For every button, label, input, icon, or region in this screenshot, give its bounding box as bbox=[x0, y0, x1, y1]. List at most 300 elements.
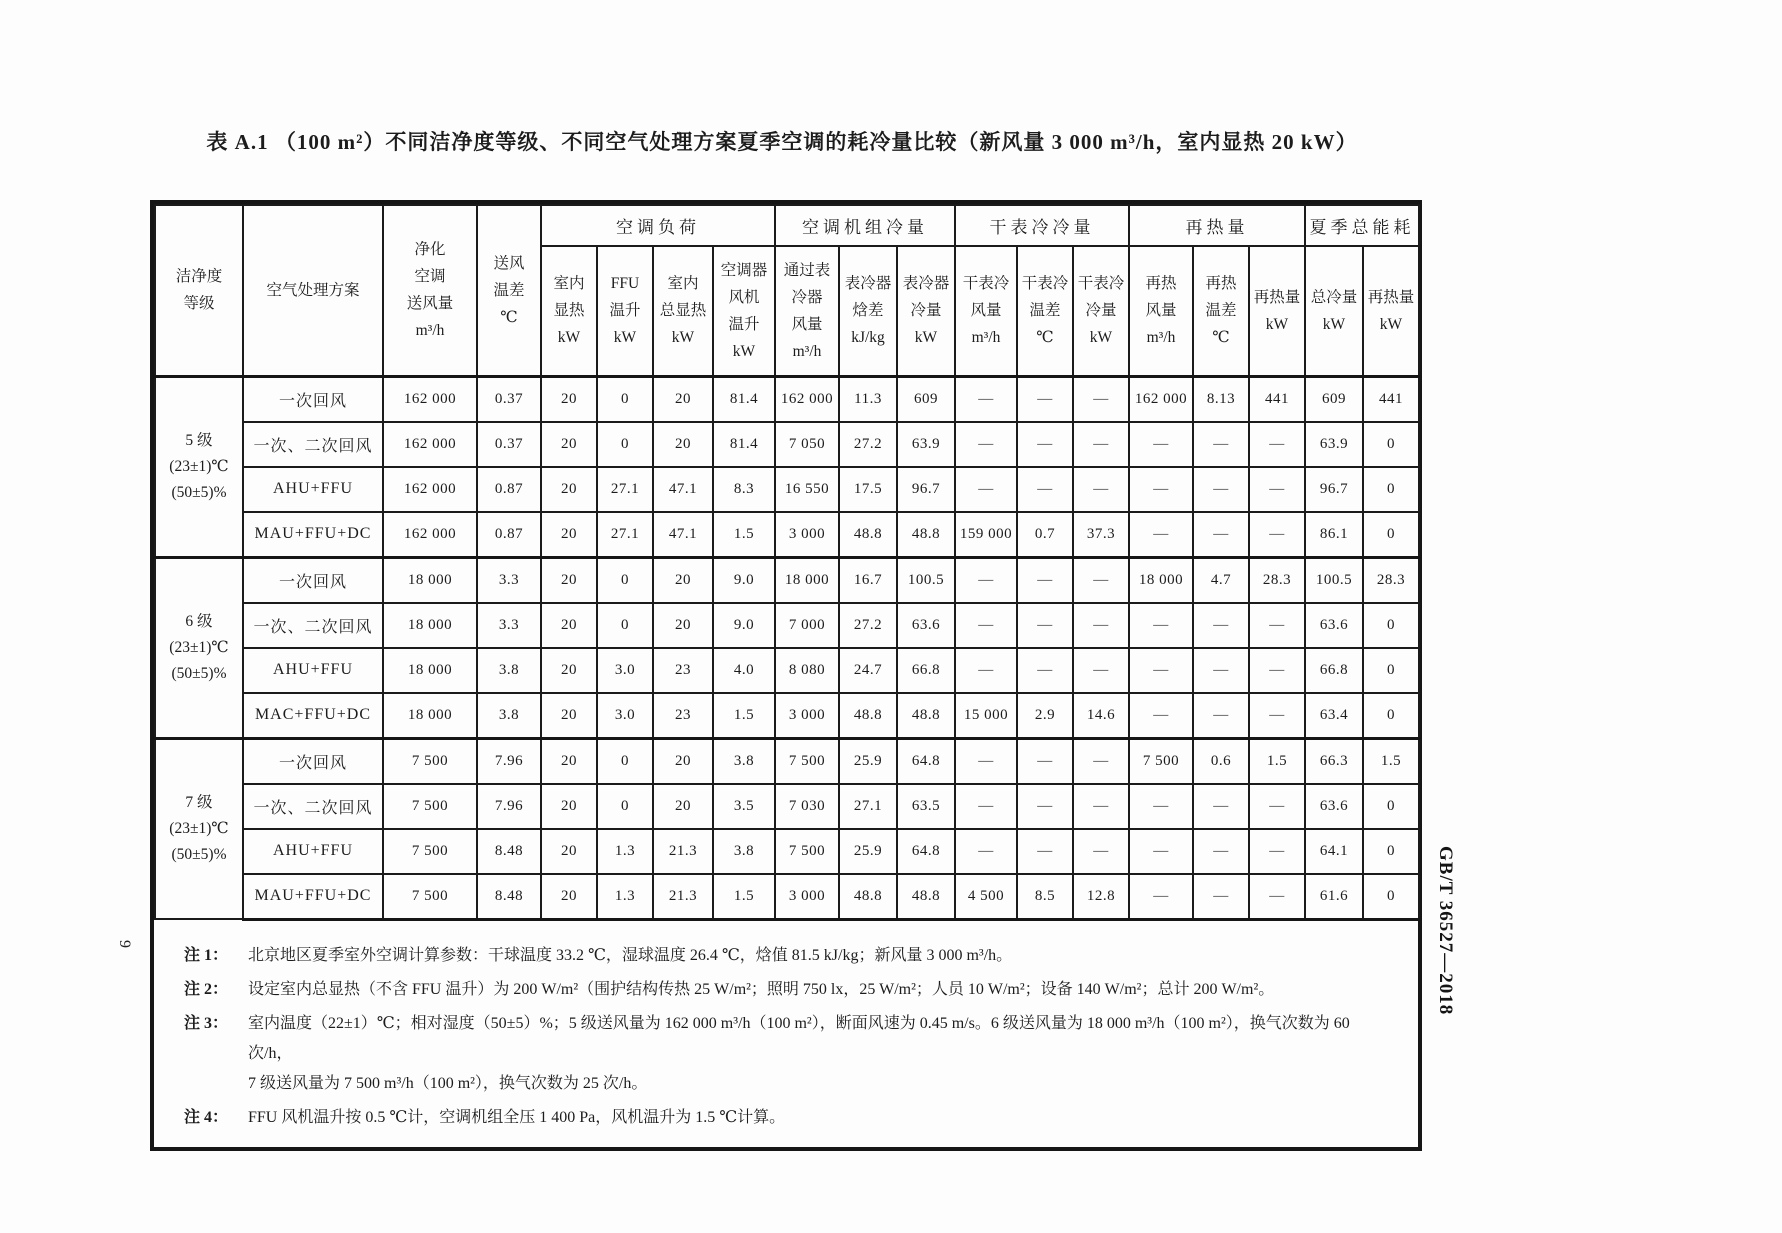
value-cell: 66.8 bbox=[897, 648, 955, 693]
value-cell: 28.3 bbox=[1249, 557, 1305, 603]
header-cell bbox=[243, 205, 383, 376]
value-cell: 12.8 bbox=[1073, 874, 1129, 920]
value-cell: 24.7 bbox=[839, 648, 897, 693]
value-cell: 81.4 bbox=[713, 376, 775, 422]
subheader-cell bbox=[713, 246, 775, 376]
header-line: 风量 bbox=[791, 315, 823, 333]
note-text bbox=[248, 941, 1012, 971]
subheader-cell bbox=[1193, 246, 1249, 376]
header-line: 等级 bbox=[183, 295, 215, 313]
note-line: FFU 风机温升按 0.5 ℃计，空调机组全压 1 400 Pa，风机温升为 1.5 ℃计算。 bbox=[248, 1108, 786, 1126]
header-line: ℃ bbox=[500, 308, 518, 326]
value-cell: — bbox=[1017, 422, 1073, 467]
table-row bbox=[155, 557, 1419, 603]
value-cell: 20 bbox=[541, 874, 597, 920]
note-item bbox=[184, 1009, 1392, 1099]
header-line: kW bbox=[1089, 329, 1113, 347]
value-cell: 7.96 bbox=[477, 784, 541, 829]
value-cell: 3.5 bbox=[713, 784, 775, 829]
value-cell: 3 000 bbox=[775, 693, 839, 739]
comparison-table bbox=[154, 204, 1420, 921]
group-header-cell: 干表冷冷量 bbox=[955, 205, 1129, 246]
header-line: kJ/kg bbox=[851, 329, 885, 347]
value-cell: 441 bbox=[1249, 376, 1305, 422]
value-cell: 4.0 bbox=[713, 648, 775, 693]
group-header-cell: 再热量 bbox=[1129, 205, 1305, 246]
value-cell: 20 bbox=[653, 738, 713, 784]
scheme-cell: 一次回风 bbox=[243, 557, 383, 603]
value-cell: 7 000 bbox=[775, 603, 839, 648]
value-cell: 25.9 bbox=[839, 738, 897, 784]
value-cell: — bbox=[1073, 738, 1129, 784]
header-line: 洁净度 bbox=[175, 268, 223, 286]
note-item bbox=[184, 941, 1392, 971]
header-line: 温升 bbox=[728, 315, 760, 333]
value-cell: 9.0 bbox=[713, 603, 775, 648]
value-cell: — bbox=[1129, 422, 1193, 467]
value-cell: 48.8 bbox=[897, 693, 955, 739]
value-cell: 8.5 bbox=[1017, 874, 1073, 920]
subheader-cell bbox=[1017, 246, 1073, 376]
value-cell: 0.87 bbox=[477, 512, 541, 558]
value-cell: — bbox=[1017, 648, 1073, 693]
header-line: kW bbox=[1322, 315, 1346, 333]
value-cell: — bbox=[1017, 603, 1073, 648]
note-label: 注 3： bbox=[184, 1014, 229, 1032]
value-cell: 0 bbox=[1363, 512, 1419, 558]
value-cell: 96.7 bbox=[897, 467, 955, 512]
value-cell: — bbox=[955, 467, 1017, 512]
value-cell: 162 000 bbox=[383, 422, 477, 467]
header-line: kW bbox=[671, 329, 695, 347]
note-line: 室内温度（22±1）℃；相对湿度（50±5）%；5 级送风量为 162 000 m³/h（100 m²），断面风速为 0.45 m/s。6 级送风量为 18 000 m³/h（100 m²），换气次数为 60 次/h， bbox=[248, 1014, 1350, 1062]
value-cell: — bbox=[1073, 603, 1129, 648]
value-cell: — bbox=[1193, 874, 1249, 920]
value-cell: 23 bbox=[653, 693, 713, 739]
value-cell: — bbox=[1129, 874, 1193, 920]
header-line: 空气处理方案 bbox=[266, 281, 360, 299]
level-cell bbox=[155, 557, 243, 738]
value-cell: 8.48 bbox=[477, 874, 541, 920]
value-cell: 7 500 bbox=[383, 829, 477, 874]
subheader-cell bbox=[653, 246, 713, 376]
value-cell: 1.5 bbox=[1363, 738, 1419, 784]
note-line: 7 级送风量为 7 500 m³/h（100 m²），换气次数为 25 次/h。 bbox=[248, 1074, 648, 1092]
header-line: 显热 bbox=[553, 302, 585, 320]
value-cell: — bbox=[1129, 603, 1193, 648]
value-cell: — bbox=[1249, 648, 1305, 693]
value-cell: 162 000 bbox=[383, 467, 477, 512]
note-item bbox=[184, 1103, 1392, 1133]
value-cell: — bbox=[955, 784, 1017, 829]
scheme-cell: 一次回风 bbox=[243, 376, 383, 422]
value-cell: 159 000 bbox=[955, 512, 1017, 558]
header-line: (23±1)℃ bbox=[169, 819, 229, 837]
value-cell: 20 bbox=[541, 648, 597, 693]
table-row bbox=[155, 784, 1419, 829]
value-cell: — bbox=[1193, 512, 1249, 558]
note-text bbox=[248, 975, 1274, 1005]
scheme-cell: AHU+FFU bbox=[243, 829, 383, 874]
value-cell: 66.3 bbox=[1305, 738, 1363, 784]
header-line: kW bbox=[732, 342, 756, 360]
header-line: 干表冷 bbox=[1021, 275, 1069, 293]
level-cell bbox=[155, 738, 243, 919]
header-line: m³/h bbox=[792, 342, 822, 360]
value-cell: 27.1 bbox=[839, 784, 897, 829]
value-cell: 63.6 bbox=[1305, 603, 1363, 648]
value-cell: 48.8 bbox=[839, 512, 897, 558]
header-line: 室内 bbox=[667, 275, 699, 293]
value-cell: 63.6 bbox=[897, 603, 955, 648]
value-cell: 16.7 bbox=[839, 557, 897, 603]
value-cell: 20 bbox=[653, 784, 713, 829]
header-line: 干表冷 bbox=[962, 275, 1010, 293]
value-cell: 1.5 bbox=[1249, 738, 1305, 784]
header-line: 送风量 bbox=[406, 295, 454, 313]
value-cell: — bbox=[1193, 648, 1249, 693]
value-cell: 63.6 bbox=[1305, 784, 1363, 829]
header-line: 干表冷 bbox=[1077, 275, 1125, 293]
value-cell: 0.7 bbox=[1017, 512, 1073, 558]
value-cell: — bbox=[955, 557, 1017, 603]
value-cell: 100.5 bbox=[1305, 557, 1363, 603]
value-cell: 48.8 bbox=[897, 874, 955, 920]
header-line: (50±5)% bbox=[171, 845, 227, 863]
level-cell bbox=[155, 376, 243, 557]
value-cell: 3.8 bbox=[477, 648, 541, 693]
subheader-cell bbox=[897, 246, 955, 376]
value-cell: 0 bbox=[1363, 603, 1419, 648]
header-line: 风量 bbox=[1145, 302, 1177, 320]
value-cell: 0 bbox=[597, 422, 653, 467]
value-cell: 8.3 bbox=[713, 467, 775, 512]
header-line: (50±5)% bbox=[171, 483, 227, 501]
table-row bbox=[155, 874, 1419, 920]
value-cell: 48.8 bbox=[839, 693, 897, 739]
value-cell: 96.7 bbox=[1305, 467, 1363, 512]
value-cell: 3 000 bbox=[775, 874, 839, 920]
value-cell: 63.9 bbox=[1305, 422, 1363, 467]
value-cell: 0.6 bbox=[1193, 738, 1249, 784]
value-cell: — bbox=[1017, 738, 1073, 784]
value-cell: 11.3 bbox=[839, 376, 897, 422]
header-line: 表冷器 bbox=[844, 275, 892, 293]
value-cell: — bbox=[1073, 376, 1129, 422]
subheader-cell bbox=[1305, 246, 1363, 376]
table-row bbox=[155, 648, 1419, 693]
value-cell: — bbox=[1249, 603, 1305, 648]
table-row bbox=[155, 422, 1419, 467]
value-cell: 48.8 bbox=[897, 512, 955, 558]
value-cell: — bbox=[1193, 422, 1249, 467]
value-cell: — bbox=[1249, 784, 1305, 829]
value-cell: — bbox=[1193, 829, 1249, 874]
header-line: 净化 bbox=[414, 241, 446, 259]
header-group-row bbox=[155, 205, 1419, 246]
value-cell: 61.6 bbox=[1305, 874, 1363, 920]
header-cell bbox=[383, 205, 477, 376]
value-cell: 3.8 bbox=[713, 738, 775, 784]
value-cell: 63.4 bbox=[1305, 693, 1363, 739]
value-cell: 609 bbox=[1305, 376, 1363, 422]
scheme-cell: AHU+FFU bbox=[243, 648, 383, 693]
note-text bbox=[248, 1103, 785, 1133]
value-cell: 14.6 bbox=[1073, 693, 1129, 739]
value-cell: — bbox=[1249, 874, 1305, 920]
note-line: 设定室内总显热（不含 FFU 温升）为 200 W/m²（围护结构传热 25 W/m²；照明 750 lx，25 W/m²；人员 10 W/m²；设备 140 W/m²；总计 200 W/m²。 bbox=[248, 980, 1275, 998]
value-cell: — bbox=[955, 648, 1017, 693]
value-cell: 7 500 bbox=[383, 784, 477, 829]
header-line: FFU bbox=[610, 275, 640, 293]
value-cell: 0 bbox=[597, 376, 653, 422]
header-line: (23±1)℃ bbox=[169, 457, 229, 475]
value-cell: 63.9 bbox=[897, 422, 955, 467]
header-cell bbox=[155, 205, 243, 376]
value-cell: — bbox=[955, 422, 1017, 467]
subheader-cell bbox=[775, 246, 839, 376]
subheader-cell bbox=[1073, 246, 1129, 376]
header-line: 再热量 bbox=[1367, 288, 1415, 306]
header-line: 温差 bbox=[1029, 302, 1061, 320]
scheme-cell: 一次回风 bbox=[243, 738, 383, 784]
value-cell: 3.3 bbox=[477, 557, 541, 603]
value-cell: 48.8 bbox=[839, 874, 897, 920]
value-cell: 20 bbox=[653, 557, 713, 603]
value-cell: — bbox=[1129, 467, 1193, 512]
value-cell: — bbox=[955, 603, 1017, 648]
header-line: 再热量 bbox=[1253, 288, 1301, 306]
header-line: 再热 bbox=[1145, 275, 1177, 293]
value-cell: — bbox=[955, 738, 1017, 784]
header-line: (23±1)℃ bbox=[169, 638, 229, 656]
value-cell: 1.5 bbox=[713, 874, 775, 920]
header-line: m³/h bbox=[415, 322, 445, 340]
value-cell: 21.3 bbox=[653, 829, 713, 874]
value-cell: — bbox=[1073, 557, 1129, 603]
header-line: 总冷量 bbox=[1310, 288, 1358, 306]
value-cell: 20 bbox=[541, 422, 597, 467]
header-line: kW bbox=[613, 329, 637, 347]
value-cell: 64.1 bbox=[1305, 829, 1363, 874]
header-line: (50±5)% bbox=[171, 664, 227, 682]
value-cell: — bbox=[1129, 693, 1193, 739]
value-cell: 1.3 bbox=[597, 829, 653, 874]
value-cell: 37.3 bbox=[1073, 512, 1129, 558]
subheader-cell bbox=[955, 246, 1017, 376]
value-cell: — bbox=[1193, 784, 1249, 829]
value-cell: — bbox=[1249, 512, 1305, 558]
value-cell: — bbox=[1073, 422, 1129, 467]
header-line: 冷器 bbox=[791, 288, 823, 306]
header-line: kW bbox=[1379, 315, 1403, 333]
value-cell: 3.3 bbox=[477, 603, 541, 648]
value-cell: 0 bbox=[1363, 467, 1419, 512]
header-line: 6 级 bbox=[185, 612, 213, 630]
table-row bbox=[155, 738, 1419, 784]
scheme-cell: 一次、二次回风 bbox=[243, 603, 383, 648]
value-cell: 7 500 bbox=[775, 829, 839, 874]
value-cell: — bbox=[955, 829, 1017, 874]
value-cell: — bbox=[1073, 784, 1129, 829]
note-line: 北京地区夏季室外空调计算参数：干球温度 33.2 ℃，湿球温度 26.4 ℃，焓值 81.5 kJ/kg；新风量 3 000 m³/h。 bbox=[248, 946, 1013, 964]
subheader-cell bbox=[541, 246, 597, 376]
value-cell: 1.5 bbox=[713, 512, 775, 558]
value-cell: 609 bbox=[897, 376, 955, 422]
value-cell: 7 500 bbox=[383, 738, 477, 784]
value-cell: — bbox=[1017, 376, 1073, 422]
scheme-cell: MAU+FFU+DC bbox=[243, 512, 383, 558]
value-cell: 7 030 bbox=[775, 784, 839, 829]
value-cell: 3.0 bbox=[597, 648, 653, 693]
value-cell: 7.96 bbox=[477, 738, 541, 784]
value-cell: 7 500 bbox=[775, 738, 839, 784]
value-cell: 64.8 bbox=[897, 738, 955, 784]
header-line: 7 级 bbox=[185, 793, 213, 811]
value-cell: 7 500 bbox=[1129, 738, 1193, 784]
value-cell: 8 080 bbox=[775, 648, 839, 693]
group-header-cell: 空调机组冷量 bbox=[775, 205, 955, 246]
value-cell: — bbox=[1017, 784, 1073, 829]
value-cell: 8.13 bbox=[1193, 376, 1249, 422]
value-cell: 1.3 bbox=[597, 874, 653, 920]
value-cell: 0 bbox=[597, 603, 653, 648]
value-cell: 0 bbox=[1363, 874, 1419, 920]
note-label: 注 2： bbox=[184, 980, 229, 998]
value-cell: 7 500 bbox=[383, 874, 477, 920]
value-cell: 18 000 bbox=[383, 648, 477, 693]
table-row bbox=[155, 829, 1419, 874]
value-cell: 0 bbox=[1363, 784, 1419, 829]
header-line: kW bbox=[1265, 315, 1289, 333]
scheme-cell: 一次、二次回风 bbox=[243, 784, 383, 829]
value-cell: 100.5 bbox=[897, 557, 955, 603]
value-cell: — bbox=[1193, 693, 1249, 739]
value-cell: — bbox=[955, 376, 1017, 422]
value-cell: 7 050 bbox=[775, 422, 839, 467]
value-cell: 0 bbox=[597, 557, 653, 603]
header-line: 通过表 bbox=[783, 261, 831, 279]
value-cell: 162 000 bbox=[775, 376, 839, 422]
value-cell: 20 bbox=[541, 693, 597, 739]
value-cell: 0.37 bbox=[477, 422, 541, 467]
value-cell: 4 500 bbox=[955, 874, 1017, 920]
value-cell: — bbox=[1249, 467, 1305, 512]
value-cell: — bbox=[1017, 557, 1073, 603]
header-line: kW bbox=[557, 329, 581, 347]
value-cell: 0.37 bbox=[477, 376, 541, 422]
value-cell: — bbox=[1249, 829, 1305, 874]
scheme-cell: 一次、二次回风 bbox=[243, 422, 383, 467]
value-cell: 63.5 bbox=[897, 784, 955, 829]
group-header-cell: 夏季总能耗 bbox=[1305, 205, 1419, 246]
value-cell: 17.5 bbox=[839, 467, 897, 512]
table-row bbox=[155, 467, 1419, 512]
value-cell: 0 bbox=[1363, 648, 1419, 693]
value-cell: — bbox=[1249, 693, 1305, 739]
table-frame bbox=[150, 200, 1422, 1151]
header-line: 风机 bbox=[728, 288, 760, 306]
table-title: 表 A.1 （100 m²）不同洁净度等级、不同空气处理方案夏季空调的耗冷量比较（新风量 3 000 m³/h，室内显热 20 kW） bbox=[206, 130, 1358, 154]
subheader-cell bbox=[1363, 246, 1419, 376]
value-cell: 64.8 bbox=[897, 829, 955, 874]
value-cell: 47.1 bbox=[653, 467, 713, 512]
value-cell: 20 bbox=[541, 738, 597, 784]
header-line: 表冷器 bbox=[902, 275, 950, 293]
value-cell: 0.87 bbox=[477, 467, 541, 512]
value-cell: — bbox=[1249, 422, 1305, 467]
header-cell bbox=[477, 205, 541, 376]
header-line: 再热 bbox=[1205, 275, 1237, 293]
value-cell: 81.4 bbox=[713, 422, 775, 467]
value-cell: — bbox=[1073, 829, 1129, 874]
header-line: 送风 bbox=[493, 254, 525, 272]
header-line: 温差 bbox=[1205, 302, 1237, 320]
value-cell: — bbox=[1129, 512, 1193, 558]
value-cell: 3 000 bbox=[775, 512, 839, 558]
table-row bbox=[155, 603, 1419, 648]
header-line: 冷量 bbox=[910, 302, 942, 320]
value-cell: 20 bbox=[541, 557, 597, 603]
value-cell: — bbox=[1129, 648, 1193, 693]
value-cell: — bbox=[1129, 829, 1193, 874]
header-line: 冷量 bbox=[1085, 302, 1117, 320]
header-line: kW bbox=[914, 329, 938, 347]
header-line: 室内 bbox=[553, 275, 585, 293]
value-cell: — bbox=[1073, 467, 1129, 512]
value-cell: 20 bbox=[541, 829, 597, 874]
notes-section bbox=[154, 921, 1418, 1147]
header-line: 温差 bbox=[493, 281, 525, 299]
value-cell: — bbox=[1017, 829, 1073, 874]
value-cell: 8.48 bbox=[477, 829, 541, 874]
header-line: 焓差 bbox=[852, 302, 884, 320]
header-line: ℃ bbox=[1212, 329, 1230, 347]
value-cell: 25.9 bbox=[839, 829, 897, 874]
value-cell: 162 000 bbox=[1129, 376, 1193, 422]
value-cell: 1.5 bbox=[713, 693, 775, 739]
header-line: m³/h bbox=[1146, 329, 1176, 347]
value-cell: 18 000 bbox=[383, 557, 477, 603]
scheme-cell: MAU+FFU+DC bbox=[243, 874, 383, 920]
value-cell: 0 bbox=[1363, 422, 1419, 467]
value-cell: 23 bbox=[653, 648, 713, 693]
value-cell: 441 bbox=[1363, 376, 1419, 422]
value-cell: 15 000 bbox=[955, 693, 1017, 739]
value-cell: 0 bbox=[597, 738, 653, 784]
value-cell: 20 bbox=[653, 422, 713, 467]
note-label: 注 1： bbox=[184, 946, 229, 964]
value-cell: 162 000 bbox=[383, 512, 477, 558]
value-cell: 3.8 bbox=[713, 829, 775, 874]
header-line: 5 级 bbox=[185, 431, 213, 449]
subheader-cell bbox=[839, 246, 897, 376]
value-cell: 20 bbox=[653, 603, 713, 648]
scheme-cell: AHU+FFU bbox=[243, 467, 383, 512]
value-cell: 86.1 bbox=[1305, 512, 1363, 558]
value-cell: 20 bbox=[653, 376, 713, 422]
table-row bbox=[155, 376, 1419, 422]
table-row bbox=[155, 512, 1419, 558]
group-header-cell: 空调负荷 bbox=[541, 205, 775, 246]
subheader-cell bbox=[1129, 246, 1193, 376]
value-cell: 66.8 bbox=[1305, 648, 1363, 693]
header-line: 温升 bbox=[609, 302, 641, 320]
value-cell: 18 000 bbox=[383, 693, 477, 739]
standard-number-side-label: GB/T 36527—2018 bbox=[1435, 846, 1456, 1016]
value-cell: 20 bbox=[541, 603, 597, 648]
value-cell: 18 000 bbox=[1129, 557, 1193, 603]
